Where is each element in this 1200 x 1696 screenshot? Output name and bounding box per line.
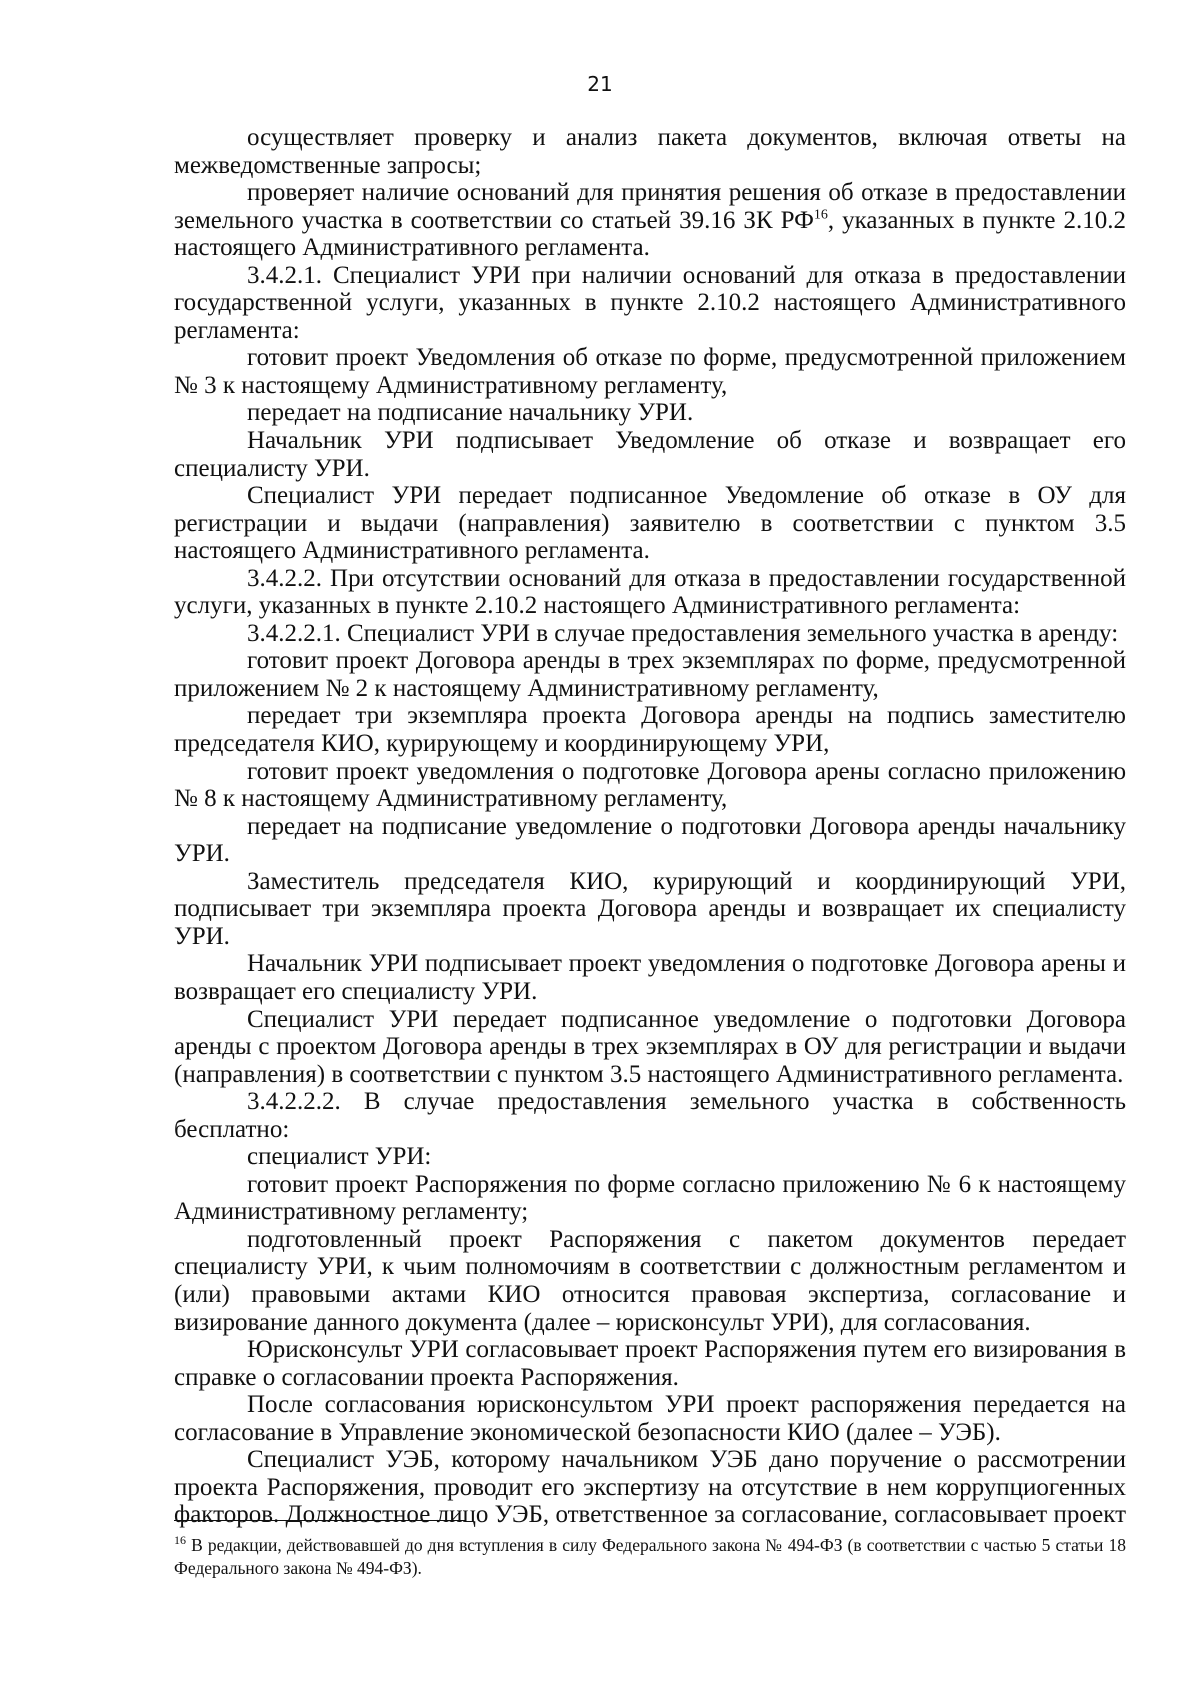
paragraph: Специалист УРИ передает подписанное уведомление о подготовки Договора аренды с проектом Договора аренды в трех экземплярах в ОУ для регистрации и выдачи (направления) в соответствии с пунктом 3.5 настоящего Административного регламента. <box>174 1005 1126 1088</box>
footnote-mark: 16 <box>174 1533 186 1548</box>
paragraph: передает на подписание начальнику УРИ. <box>247 399 694 427</box>
paragraph: Начальник УРИ подписывает Уведомление об отказе и возвращает его специалисту УРИ. <box>174 427 1126 482</box>
page-number: 21 <box>587 72 613 96</box>
paragraph: готовит проект уведомления о подготовке Договора арены согласно приложению № 8 к настоящему Административному регламенту, <box>174 757 1126 813</box>
paragraph: Юрисконсульт УРИ согласовывает проект Распоряжения путем его визирования в справке о согласовании проекта Распоряжения. <box>174 1336 1126 1391</box>
paragraph: 3.4.2.1. Специалист УРИ при наличии оснований для отказа в предоставлении государственной услуги, указанных в пункте 2.10.2 настоящего Административного регламента: <box>174 261 1126 344</box>
paragraph: Заместитель председателя КИО, курирующий и координирующий УРИ, подписывает три экземпляра проекта Договора аренды и возвращает их специалисту УРИ. <box>174 867 1126 950</box>
paragraph: После согласования юрисконсультом УРИ проект распоряжения передается на согласование в Управление экономической безопасности КИО (далее – УЭБ). <box>174 1391 1126 1446</box>
paragraph: 3.4.2.2.2. В случае предоставления земельного участка в собственность бесплатно: <box>174 1088 1126 1143</box>
paragraph: Начальник УРИ подписывает проект уведомления о подготовке Договора арены и возвращает его специалисту УРИ. <box>174 950 1126 1005</box>
paragraph: готовит проект Уведомления об отказе по форме, предусмотренной приложением № 3 к настоящему Административному регламенту, <box>174 344 1126 399</box>
paragraph: специалист УРИ: <box>247 1143 432 1171</box>
paragraph: 3.4.2.2. При отсутствии оснований для отказа в предоставлении государственной услуги, указанных в пункте 2.10.2 настоящего Административного регламента: <box>174 564 1126 620</box>
paragraph: готовит проект Распоряжения по форме согласно приложению № 6 к настоящему Административному регламенту; <box>174 1170 1126 1226</box>
paragraph: Специалист УРИ передает подписанное Уведомление об отказе в ОУ для регистрации и выдачи (направления) заявителю в соответствии с пунктом 3.5 настоящего Административного регламента. <box>174 482 1126 565</box>
footnote <box>174 1534 1126 1580</box>
paragraph: готовит проект Договора аренды в трех экземплярах по форме, предусмотренной приложением № 2 к настоящему Административному регламенту, <box>174 647 1126 702</box>
footnote-reference[interactable]: 16 <box>813 207 828 223</box>
footnote-text: В редакции, действовавшей до дня вступления в силу Федерального закона № 494-ФЗ (в соответствии с частью 5 статьи 18 Федерального закона № 494-ФЗ). <box>174 1535 1126 1578</box>
paragraph: осуществляет проверку и анализ пакета документов, включая ответы на межведомственные запросы; <box>174 124 1126 179</box>
paragraph: 3.4.2.2.1. Специалист УРИ в случае предоставления земельного участка в аренду: <box>247 619 1119 647</box>
paragraph: передает три экземпляра проекта Договора аренды на подпись заместителю председателя КИО, курирующему и координирующему УРИ, <box>174 702 1126 758</box>
paragraph: передает на подписание уведомление о подготовки Договора аренды начальнику УРИ. <box>174 812 1126 868</box>
paragraph: Специалист УЭБ, которому начальником УЭБ дано поручение о рассмотрении проекта Распоряжения, проводит его экспертизу на отсутствие в нем коррупциогенных факторов. Должностное лицо УЭБ, ответственное за согласование, согласовывает проект <box>174 1446 1126 1529</box>
paragraph: подготовленный проект Распоряжения с пакетом документов передает специалисту УРИ, к чьим полномочиям в соответствии с должностным регламентом и (или) правовыми актами КИО относится правовая экспертиза, согласование и визирование данного документа (далее – юрисконсульт УРИ), для согласования. <box>174 1225 1126 1336</box>
footnote-separator <box>174 1520 465 1521</box>
body-text <box>174 124 1126 1529</box>
paragraph: проверяет наличие оснований для принятия решения об отказе в предоставлении земельного участка в соответствии со статьей 39.16 ЗК РФ$^{16}$, указанных в пункте 2.10.2 настоящего Административного регламента. <box>174 179 1126 262</box>
